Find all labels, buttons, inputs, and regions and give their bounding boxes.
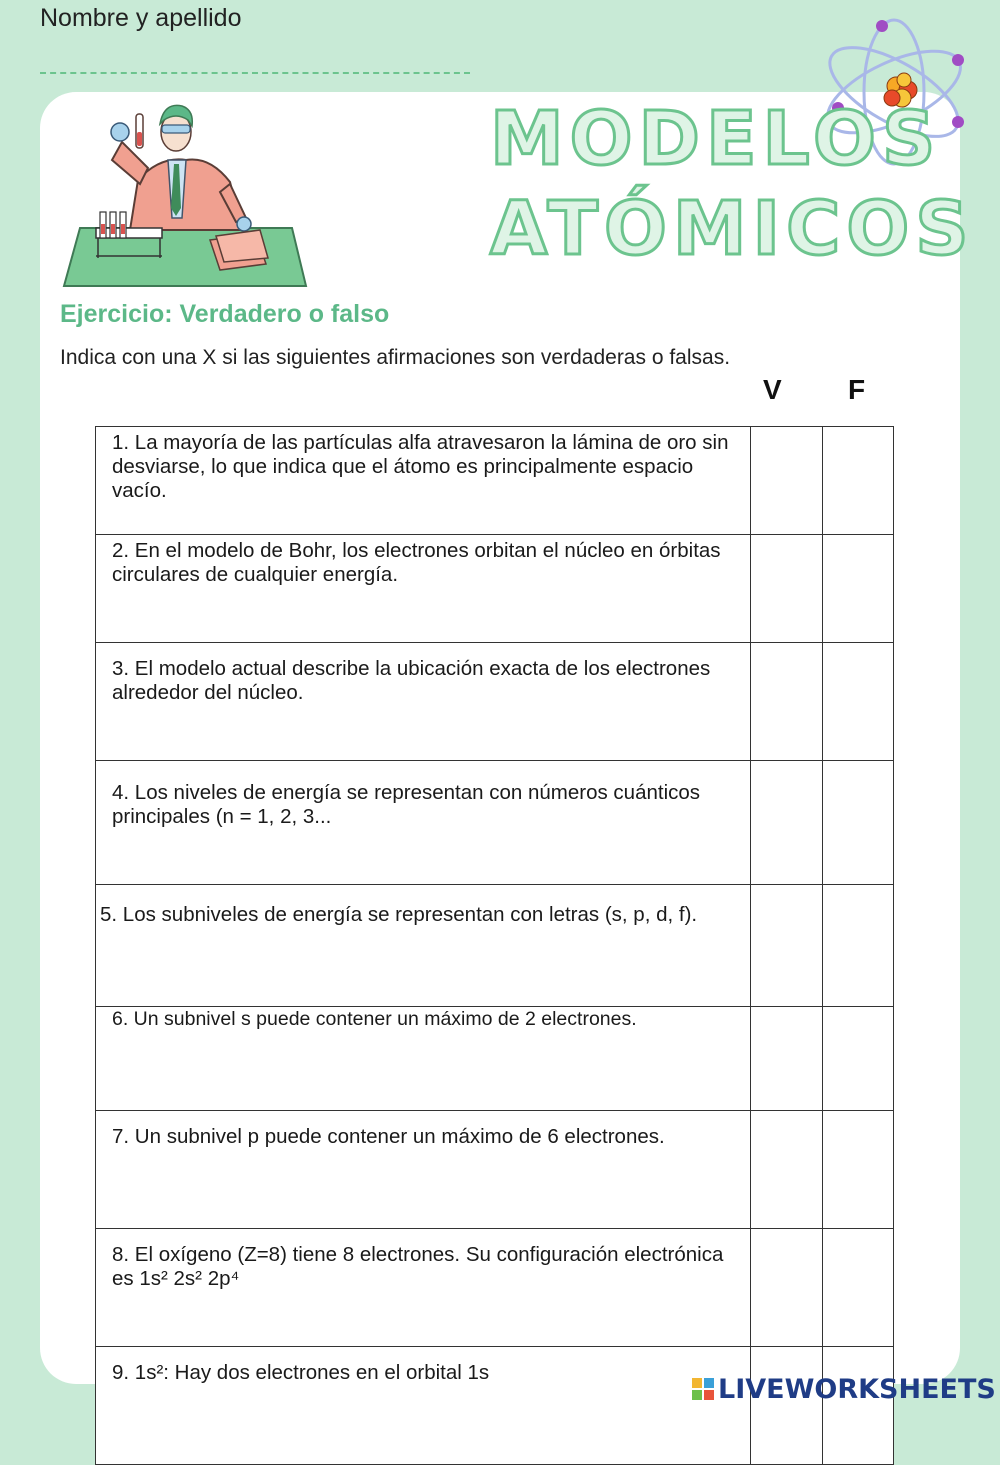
title-line-2: ATÓMICOS: [490, 186, 975, 272]
statement-4: 4. Los niveles de energía se representan con números cuánticos principales (n = 1, 2, 3...: [96, 761, 751, 885]
answer-false-7[interactable]: [822, 1111, 893, 1229]
liveworksheets-brand: [692, 1374, 996, 1405]
true-false-table: [95, 426, 894, 1465]
answer-false-5[interactable]: [822, 885, 893, 1007]
answer-false-6[interactable]: [822, 1007, 893, 1111]
answer-true-5[interactable]: [751, 885, 822, 1007]
statement-1: 1. La mayoría de las partículas alfa atravesaron la lámina de oro sin desviarse, lo que indica que el átomo es principalmente espacio vacío.: [96, 427, 751, 535]
exercise-instructions: Indica con una X si las siguientes afirmaciones son verdaderas o falsas.: [60, 346, 731, 369]
answer-false-1[interactable]: [822, 427, 893, 535]
answer-true-7[interactable]: [751, 1111, 822, 1229]
statement-6: 6. Un subnivel s puede contener un máximo de 2 electrones.: [96, 1007, 751, 1111]
table-row: [96, 1007, 894, 1111]
answer-false-9[interactable]: [822, 1347, 893, 1465]
table-row: [96, 643, 894, 761]
name-label: Nombre y apellido: [40, 4, 242, 32]
name-line[interactable]: [40, 72, 470, 74]
answer-true-6[interactable]: [751, 1007, 822, 1111]
table-row: [96, 885, 894, 1007]
table-row: [96, 1347, 894, 1465]
answer-true-2[interactable]: [751, 535, 822, 643]
liveworksheets-logo-icon: [692, 1378, 714, 1400]
answer-false-3[interactable]: [822, 643, 893, 761]
scientist-illustration: [60, 98, 310, 292]
statement-2: 2. En el modelo de Bohr, los electrones orbitan el núcleo en órbitas circulares de cualquier energía.: [96, 535, 751, 643]
answer-true-4[interactable]: [751, 761, 822, 885]
statement-3: 3. El modelo actual describe la ubicación exacta de los electrones alrededor del núcleo.: [96, 643, 751, 761]
column-header-false: F: [848, 374, 866, 405]
answer-true-8[interactable]: [751, 1229, 822, 1347]
answer-false-2[interactable]: [822, 535, 893, 643]
answer-true-3[interactable]: [751, 643, 822, 761]
statement-7: 7. Un subnivel p puede contener un máximo de 6 electrones.: [96, 1111, 751, 1229]
column-header-true: V: [763, 374, 782, 405]
answer-true-9[interactable]: [751, 1347, 822, 1465]
table-row: [96, 427, 894, 535]
answer-false-4[interactable]: [822, 761, 893, 885]
statement-9: 9. 1s²: Hay dos electrones en el orbital 1s: [96, 1347, 751, 1465]
answer-true-1[interactable]: [751, 427, 822, 535]
table-row: [96, 1229, 894, 1347]
statement-8: 8. El oxígeno (Z=8) tiene 8 electrones. Su configuración electrónica es 1s² 2s² 2p⁴: [96, 1229, 751, 1347]
table-row: [96, 535, 894, 643]
table-row: [96, 1111, 894, 1229]
brand-text: LIVEWORKSHEETS: [718, 1374, 996, 1405]
statement-5: 5. Los subniveles de energía se representan con letras (s, p, d, f).: [96, 885, 751, 1007]
exercise-title: Ejercicio: Verdadero o falso: [60, 300, 390, 328]
table-row: [96, 761, 894, 885]
title-line-1: MODELOS: [490, 96, 942, 182]
answer-false-8[interactable]: [822, 1229, 893, 1347]
